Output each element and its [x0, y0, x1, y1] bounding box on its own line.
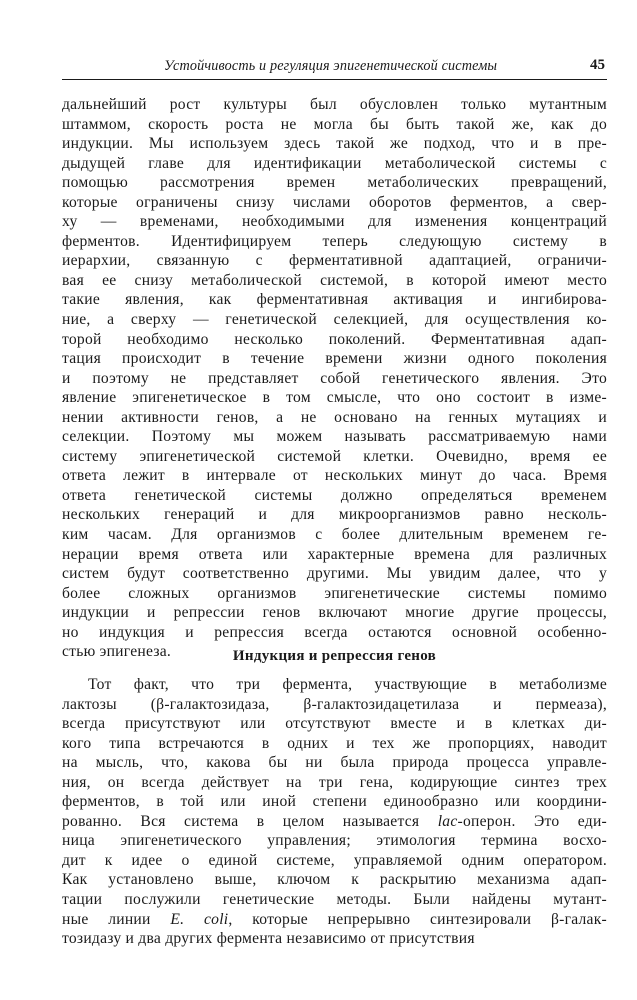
page-number: 45 [590, 57, 605, 73]
text-line: кого типа встречаются в одних и тех же пропорциях, наводит [62, 734, 607, 752]
text-line: нескольких генераций и для микроорганизмов равно несколь- [62, 506, 607, 524]
text-line: и поэтому не представляет собой генетического явления. Это [62, 369, 607, 387]
text-line: тации послужили генетические методы. Были найдены мутант- [62, 891, 607, 909]
text-line: на мысль, что, какова бы ни была природа процесса управле- [62, 754, 607, 772]
text-line: тозидазу и два других фермента независимо от присутствия [62, 930, 475, 948]
text-line: Как установлено выше, ключом к раскрытию механизма адап- [62, 871, 607, 889]
text-line: селекции. Поэтому мы можем называть рассматриваемую нами [62, 428, 607, 446]
text-line: ные линии E. coli, которые непрерывно синтезировали β-галак- [62, 910, 607, 928]
text-line: торой необходимо несколько поколений. Ферментативная адап- [62, 330, 607, 348]
text-line: ответа лежит в интервале от нескольких минут до часа. Время [62, 467, 607, 485]
text-line: иерархии, связанную с ферментативной адаптацией, ограничи- [62, 252, 607, 270]
text-line: нерации время ответа или характерные времена для различных [62, 545, 607, 563]
paragraph-continued [62, 95, 607, 662]
text-line: помощью рассмотрения времен метаболических превращений, [62, 174, 607, 192]
text-line: рованно. Вся система в целом называется lac-оперон. Это еди- [62, 812, 607, 830]
text-line: ние, а сверху — генетической селекцией, для осуществления ко- [62, 311, 607, 329]
text-line: но индукция и репрессия всегда остаются основной особенно- [62, 623, 607, 641]
text-line: ответа генетической системы должно определяться временем [62, 486, 607, 504]
text-line: систему эпигенетической системой клетки. Очевидно, время ее [62, 447, 607, 465]
text-line: лактозы (β-галактозидаза, β-галактозидацетилаза и пермеаза), [62, 695, 607, 713]
text-line: ния, он всегда действует на три гена, кодирующие синтез трех [62, 773, 607, 791]
text-line: более сложных организмов эпигенетические системы помимо [62, 584, 607, 602]
text-line: тация происходит в течение времени жизни одного поколения [62, 350, 607, 368]
text-line: явление эпигенетическое в том смысле, что оно состоит в изме- [62, 389, 607, 407]
text-line: ферментов. Идентифицируем теперь следующую систему в [62, 232, 607, 250]
text-line: всегда присутствуют или отсутствуют вместе и в клетках ди- [62, 715, 607, 733]
text-line: ница эпигенетического управления; этимология термина восхо- [62, 832, 607, 850]
text-line: ху — временами, необходимыми для изменения концентраций [62, 213, 607, 231]
text-line: ким часам. Для организмов с более длительным временем ге- [62, 526, 607, 544]
text-line: стью эпигенеза. [62, 643, 172, 661]
text-line: систем будут соответственно другими. Мы увидим далее, что у [62, 565, 607, 583]
text-line: дальнейший рост культуры был обусловлен только мутантным [62, 96, 607, 113]
text-line: индукции и репрессии генов включают многие другие процессы, [62, 604, 607, 622]
header-rule [62, 79, 607, 80]
text-line: индукции. Мы используем здесь такой же подход, что и в пре- [62, 135, 607, 153]
text-line: нении активности генов, а не основано на генных мутациях и [62, 408, 607, 426]
text-line: дит к идее о единой системе, управляемой одним оператором. [62, 851, 607, 869]
text-line: Тот факт, что три фермента, участвующие в метаболизме [88, 676, 607, 693]
text-line: которые ограничены снизу числами оборотов ферментов, а свер- [62, 193, 607, 211]
paragraph-lac-operon [62, 675, 607, 949]
text-line: дыдущей главе для идентификации метаболической системы с [62, 154, 607, 172]
text-line: ферментов, в той или иной степени единообразно или координи- [62, 793, 607, 811]
text-line: штаммом, скорость роста не могла бы быть такой же, как до [62, 115, 607, 133]
text-line: вая ее снизу метаболической системой, в которой имеют место [62, 271, 607, 289]
section-heading: Индукция и репрессия генов [232, 648, 437, 664]
text-line: такие явления, как ферментативная активация и ингибирова- [62, 291, 607, 309]
running-head [62, 56, 607, 78]
running-title: Устойчивость и регуляция эпигенетической системы [164, 58, 498, 74]
